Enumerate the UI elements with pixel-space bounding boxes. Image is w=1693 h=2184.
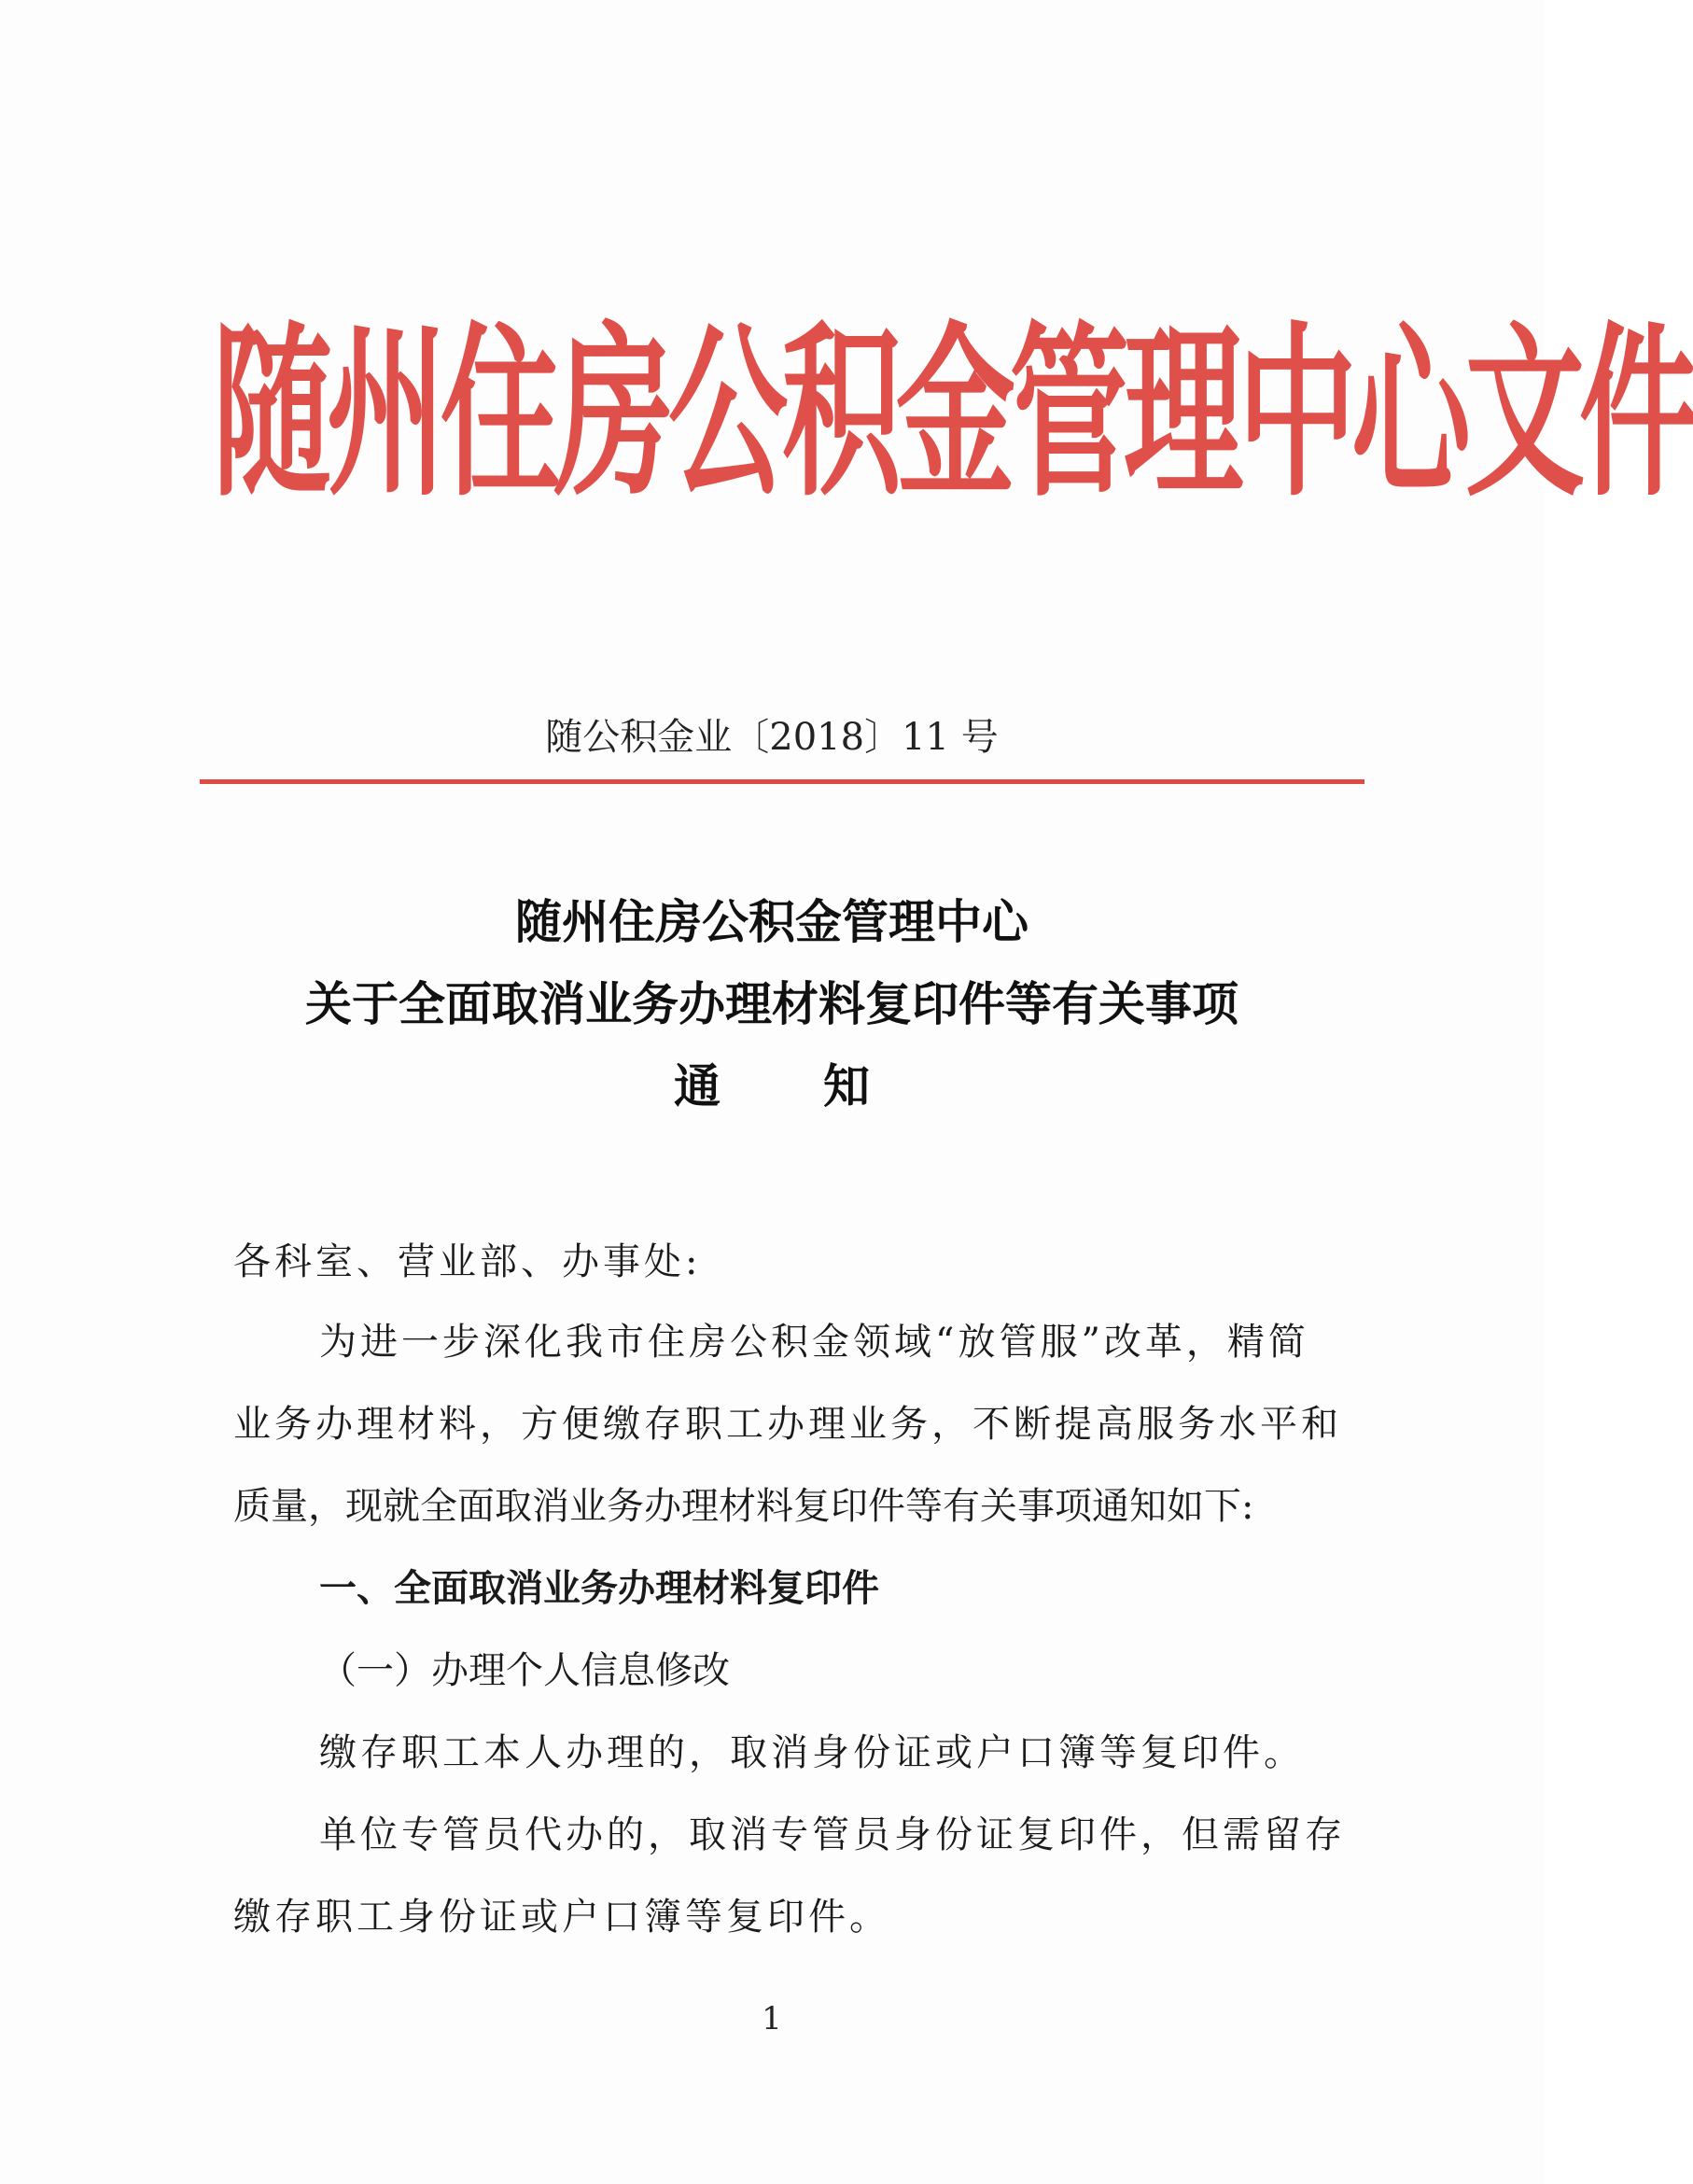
notice-title-line-3: 通知	[674, 1059, 972, 1113]
item-1-text: 缴存职工本人办理的，取消身份证或户口簿等复印件。	[319, 1731, 1305, 1774]
red-divider-line	[200, 779, 1364, 784]
subsection-1-heading: （一）办理个人信息修改	[319, 1649, 730, 1692]
salutation: 各科室、营业部、办事处:	[233, 1240, 702, 1283]
notice-title-line-2: 关于全面取消业务办理材料复印件等有关事项	[305, 977, 1238, 1031]
document-number: 随公积金业〔2018〕11 号	[545, 716, 999, 759]
issuer-title: 随州住房公积金管理中心文件	[213, 306, 1693, 523]
intro-paragraph-line-3: 质量，现就全面取消业务办理材料复印件等有关事项通知如下:	[233, 1485, 1254, 1528]
item-2-line-2: 缴存职工身份证或户口簿等复印件。	[233, 1896, 890, 1939]
issuer-header-area	[0, 0, 1693, 653]
notice-title-line-1: 随州住房公积金管理中心	[515, 895, 1028, 949]
intro-paragraph-line-2: 业务办理材料，方便缴存职工办理业务，不断提高服务水平和	[233, 1403, 1342, 1446]
page-number: 1	[762, 2000, 782, 2037]
item-2-line-1: 单位专管员代办的，取消专管员身份证复印件，但需留存	[319, 1813, 1346, 1856]
section-1-heading: 一、全面取消业务办理材料复印件	[319, 1567, 879, 1610]
intro-paragraph-line-1: 为进一步深化我市住房公积金领域“放管服”改革，精简	[319, 1321, 1309, 1364]
